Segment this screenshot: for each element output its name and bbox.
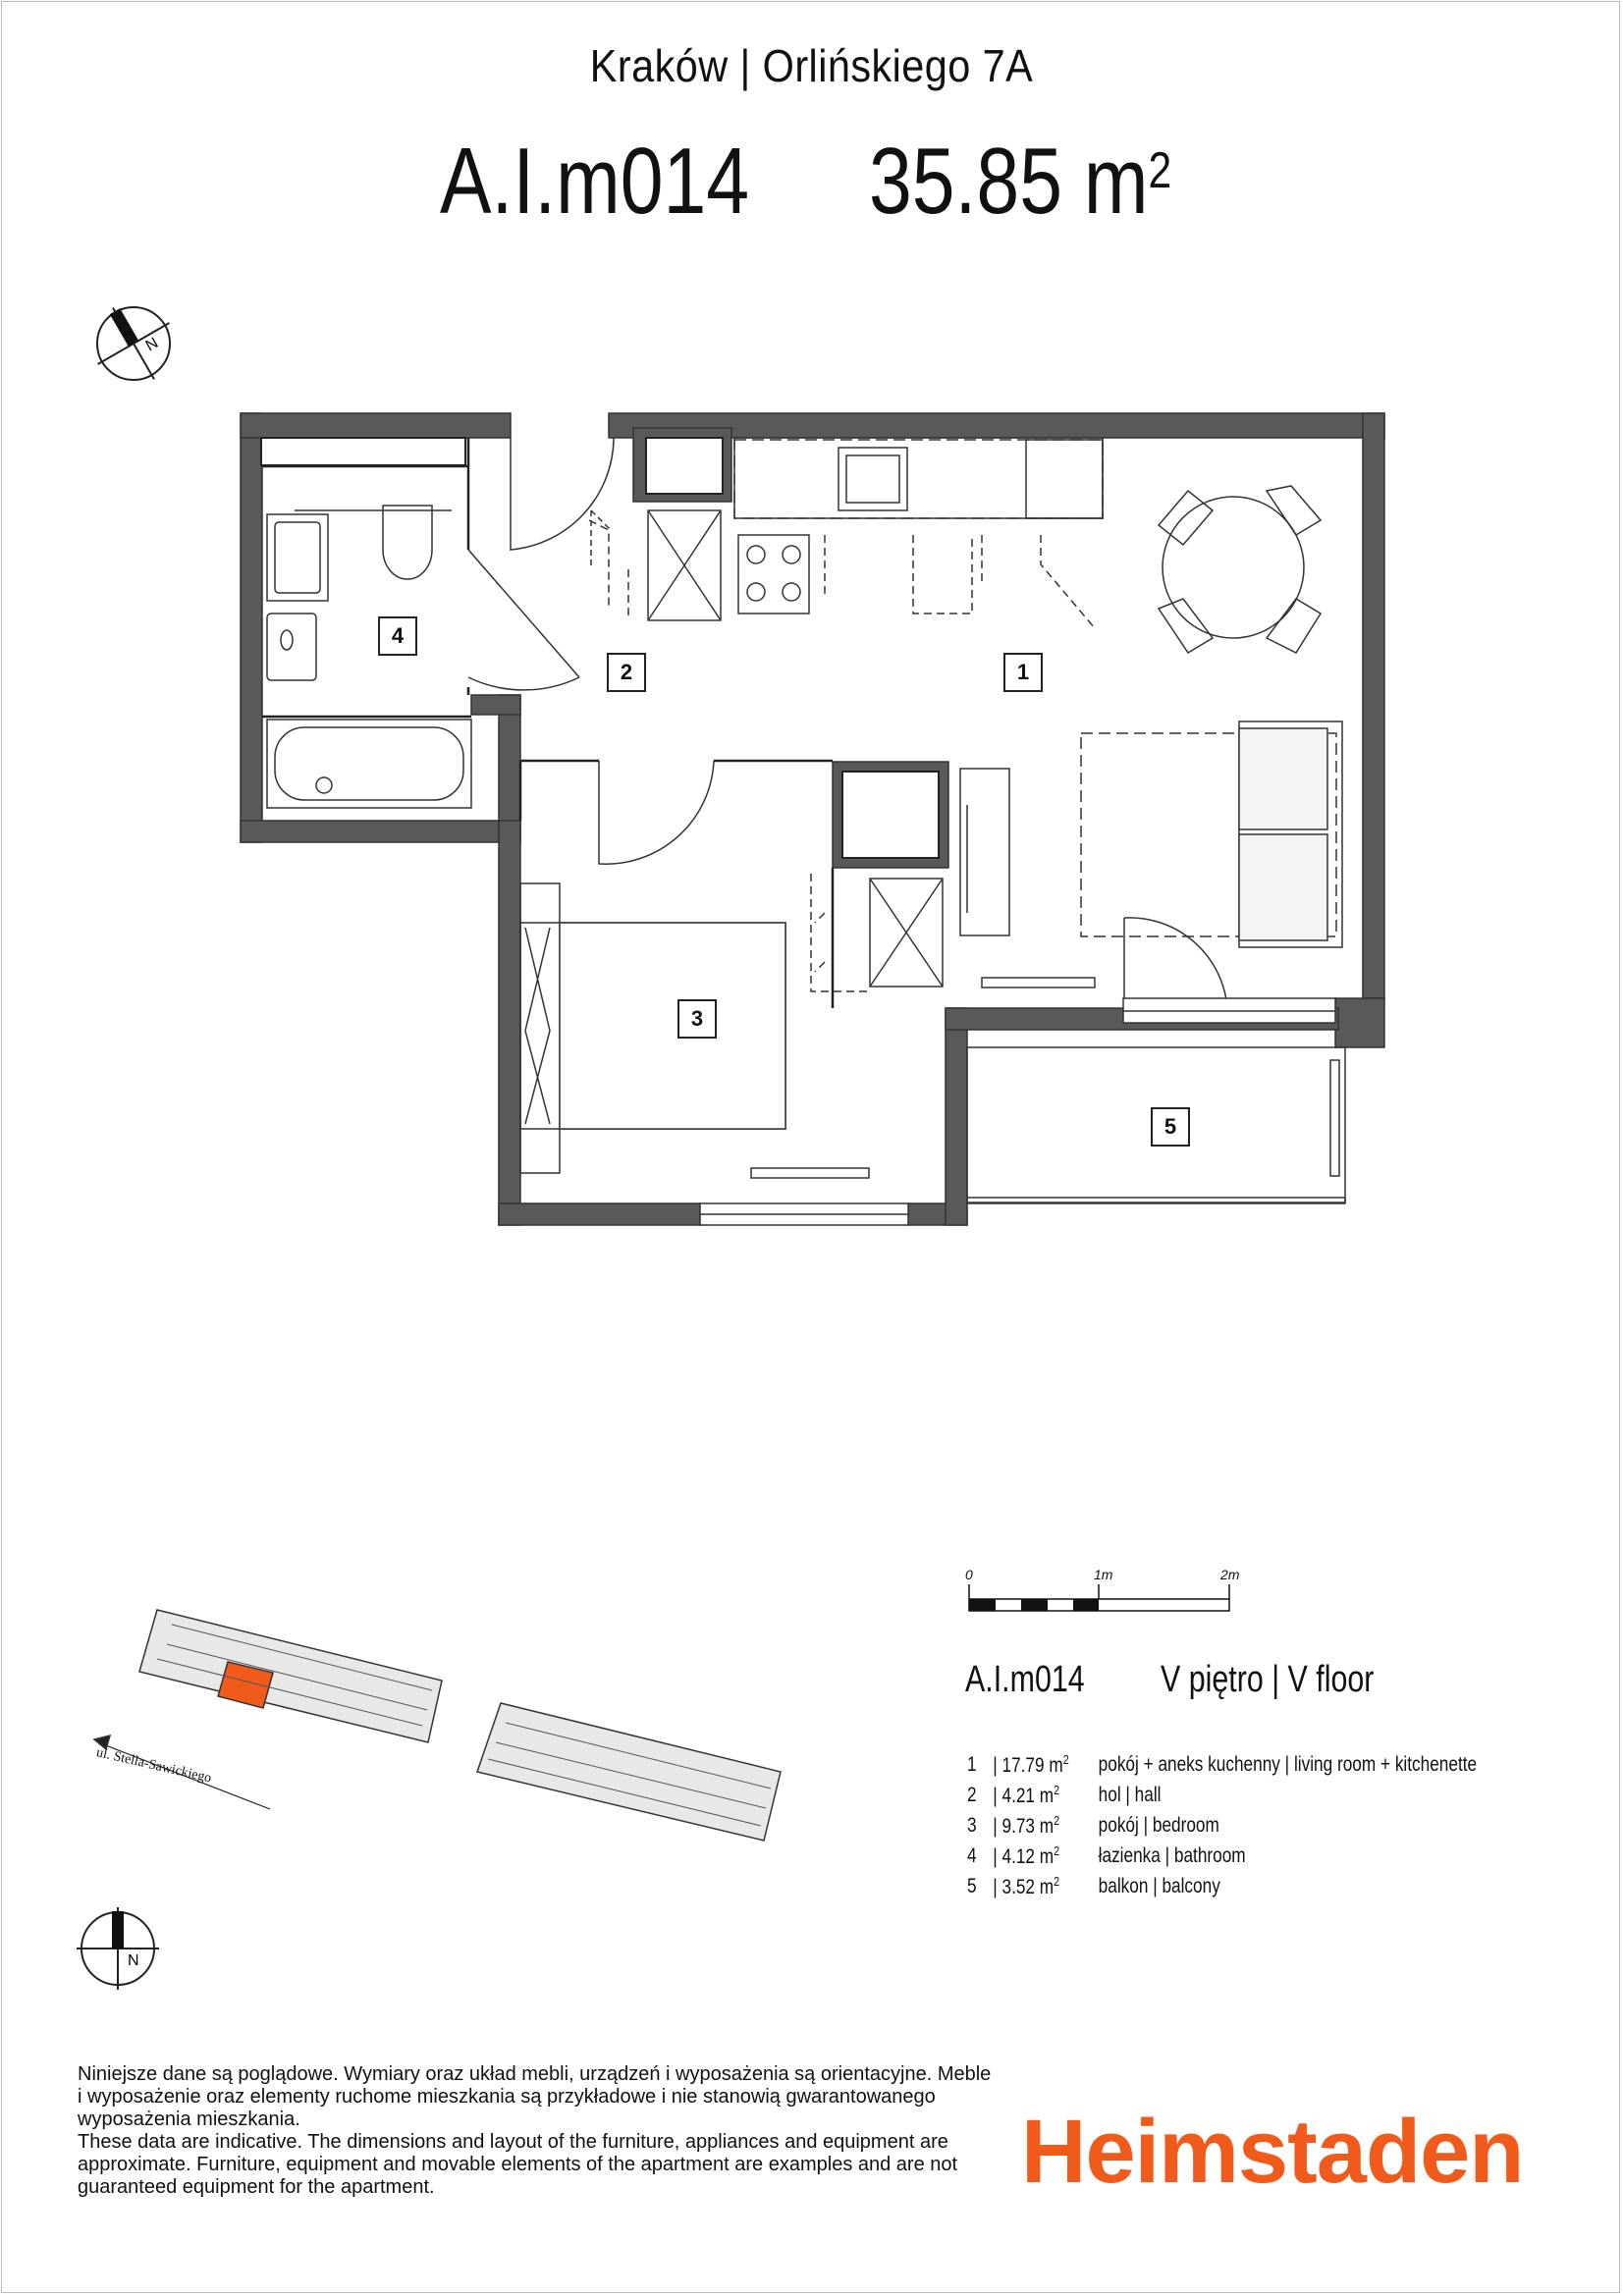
- address-heading: Kraków | Orlińskiego 7A: [589, 40, 1034, 91]
- room-row: 1 | 17.79 $m^2$ pokój + aneks kuchenny | living room + kitchenette: [967, 1751, 1478, 1777]
- bed: [520, 883, 785, 1173]
- compass-icon: [97, 307, 170, 380]
- site-plan: [94, 1610, 781, 1841]
- scale-label-2m: 2m: [1220, 1567, 1240, 1582]
- wardrobes: [589, 510, 943, 991]
- info-apartment-id: A.I.m014: [965, 1659, 1085, 1700]
- scale-label-0: 0: [965, 1567, 973, 1582]
- room-label-2: 2: [607, 653, 646, 692]
- room-row: 5 | 3.52 $m^2$ balkon | balcony: [967, 1873, 1220, 1898]
- room-label-5: 5: [1151, 1107, 1190, 1147]
- scale-bar: [969, 1584, 1229, 1611]
- room-row: 3 | 9.73 $m^2$ pokój | bedroom: [967, 1812, 1219, 1838]
- dining-table: [1159, 486, 1321, 653]
- room-label-4: 4: [378, 616, 417, 656]
- disclaimer: [78, 2063, 1001, 2199]
- windows: [700, 998, 1335, 1225]
- room-row: 4 | 4.12 $m^2$ łazienka | bathroom: [967, 1842, 1246, 1868]
- room-label-1: 1: [1003, 653, 1043, 692]
- svg-text:N: N: [128, 1952, 139, 1969]
- disclaimer-pl: Niniejsze dane są poglądowe. Wymiary oraz układ mebli, urządzeń i wyposażenia są orientacyjne. Meble i wyposażenie oraz elementy ruchome mieszkania są przykładowe i nie stanowią gwarantowanego wyposażenia mieszkania.: [78, 2063, 992, 2130]
- apartment-area-heading: 35.85 $m^2$: [869, 129, 1172, 234]
- bathroom-fixtures: [267, 506, 471, 808]
- apartment-id-heading: A.I.m014: [440, 129, 750, 234]
- room-label-3: 3: [677, 999, 717, 1039]
- svg-text:N: N: [142, 334, 162, 355]
- street-label: ul. Stella-Sawickiego: [94, 1745, 213, 1787]
- walls: [241, 413, 1384, 1225]
- disclaimer-en: These data are indicative. The dimensions and layout of the furniture, appliances and equipment are approximate. Furniture, equipment and movable elements of the apartment are examples and are not guaranteed equipment for the apartment.: [78, 2131, 958, 2198]
- kitchen: [734, 438, 1103, 628]
- room-row: 2 | 4.21 $m^2$ hol | hall: [967, 1782, 1162, 1807]
- scale-label-1m: 1m: [1094, 1567, 1113, 1582]
- info-floor: V piętro | V floor: [1161, 1659, 1375, 1700]
- compass-icon-bottom: [77, 1907, 159, 1990]
- heimstaden-logo: Heimstaden: [1021, 2102, 1524, 2202]
- room-list: [967, 1749, 1477, 1901]
